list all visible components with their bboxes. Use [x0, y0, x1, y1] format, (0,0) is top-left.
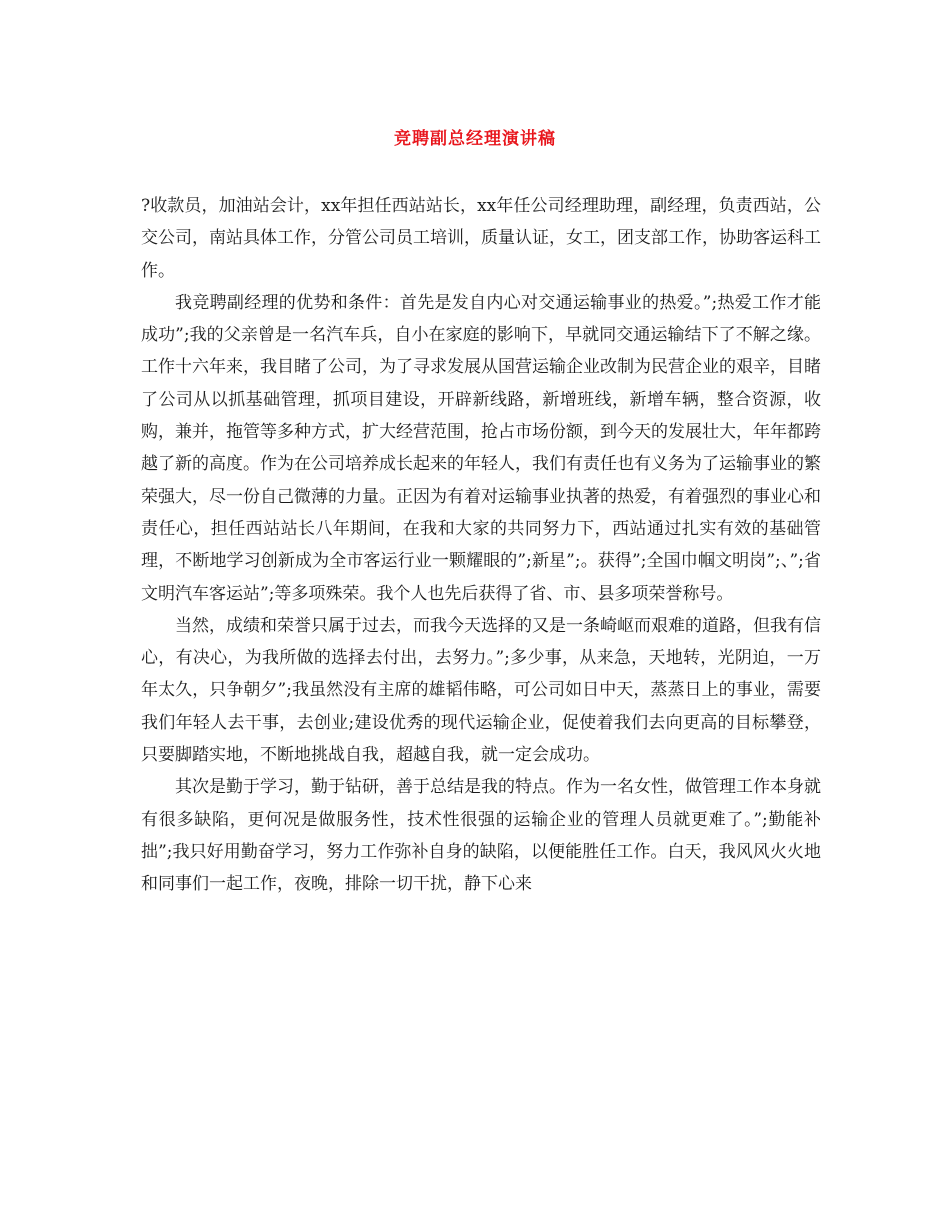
paragraph-intro: ?收款员，加油站会计，xx年担任西站站长，xx年任公司经理助理，副经理，负责西站，公交公司，南站具体工作，分管公司员工培训，质量认证，女工，团支部工作，协助客运科工作。: [141, 196, 821, 281]
paragraph-confidence: 当然，成绩和荣誉只属于过去，而我今天选择的又是一条崎岖而艰难的道路，但我有信心，有决心，为我所做的选择去付出，去努力。”;多少事，从来急，天地转，光阴迫，一万年太久，只争朝夕”;我虽然没有主席的雄韬伟略，可公司如日中天，蒸蒸日上的事业，需要我们年轻人去干事，去创业;建设优秀的现代运输企业，促使着我们去向更高的目标攀登，只要脚踏实地，不断地挑战自我，超越自我，就一定会成功。: [141, 615, 821, 766]
paragraph-advantages: 我竞聘副经理的优势和条件：首先是发自内心对交通运输事业的热爱。”;热爱工作才能成功”;我的父亲曾是一名汽车兵，自小在家庭的影响下，早就同交通运输结下了不解之缘。工作十六年来，我目睹了公司，为了寻求发展从国营运输企业改制为民营企业的艰辛，目睹了公司从以抓基础管理，抓项目建设，开辟新线路，新增班线，新增车辆，整合资源，收购，兼并，拖管等多种方式，扩大经营范围，抢占市场份额，到今天的发展壮大，年年都跨越了新的高度。作为在公司培养成长起来的年轻人，我们有责任也有义务为了运输事业的繁荣强大，尽一份自己微薄的力量。正因为有着对运输事业执著的热爱，有着强烈的事业心和责任心，担任西站站长八年期间，在我和大家的共同努力下，西站通过扎实有效的基础管理，不断地学习创新成为全市客运行业一颗耀眼的”;新星”;。获得”;全国巾帼文明岗”;、”;省文明汽车客运站”;等多项殊荣。我个人也先后获得了省、市、县多项荣誉称号。: [141, 292, 821, 604]
document-body: [141, 190, 821, 901]
document-title: 竞聘副总经理演讲稿: [394, 129, 556, 149]
paragraph-diligence: 其次是勤于学习，勤于钻研，善于总结是我的特点。作为一名女性，做管理工作本身就有很多缺陷，更何况是做服务性，技术性很强的运输企业的管理人员就更难了。”;勤能补拙”;我只好用勤奋学习，努力工作弥补自身的缺陷，以便能胜任工作。白天，我风风火火地和同事们一起工作，夜晚，排除一切干扰，静下心来: [141, 777, 821, 895]
